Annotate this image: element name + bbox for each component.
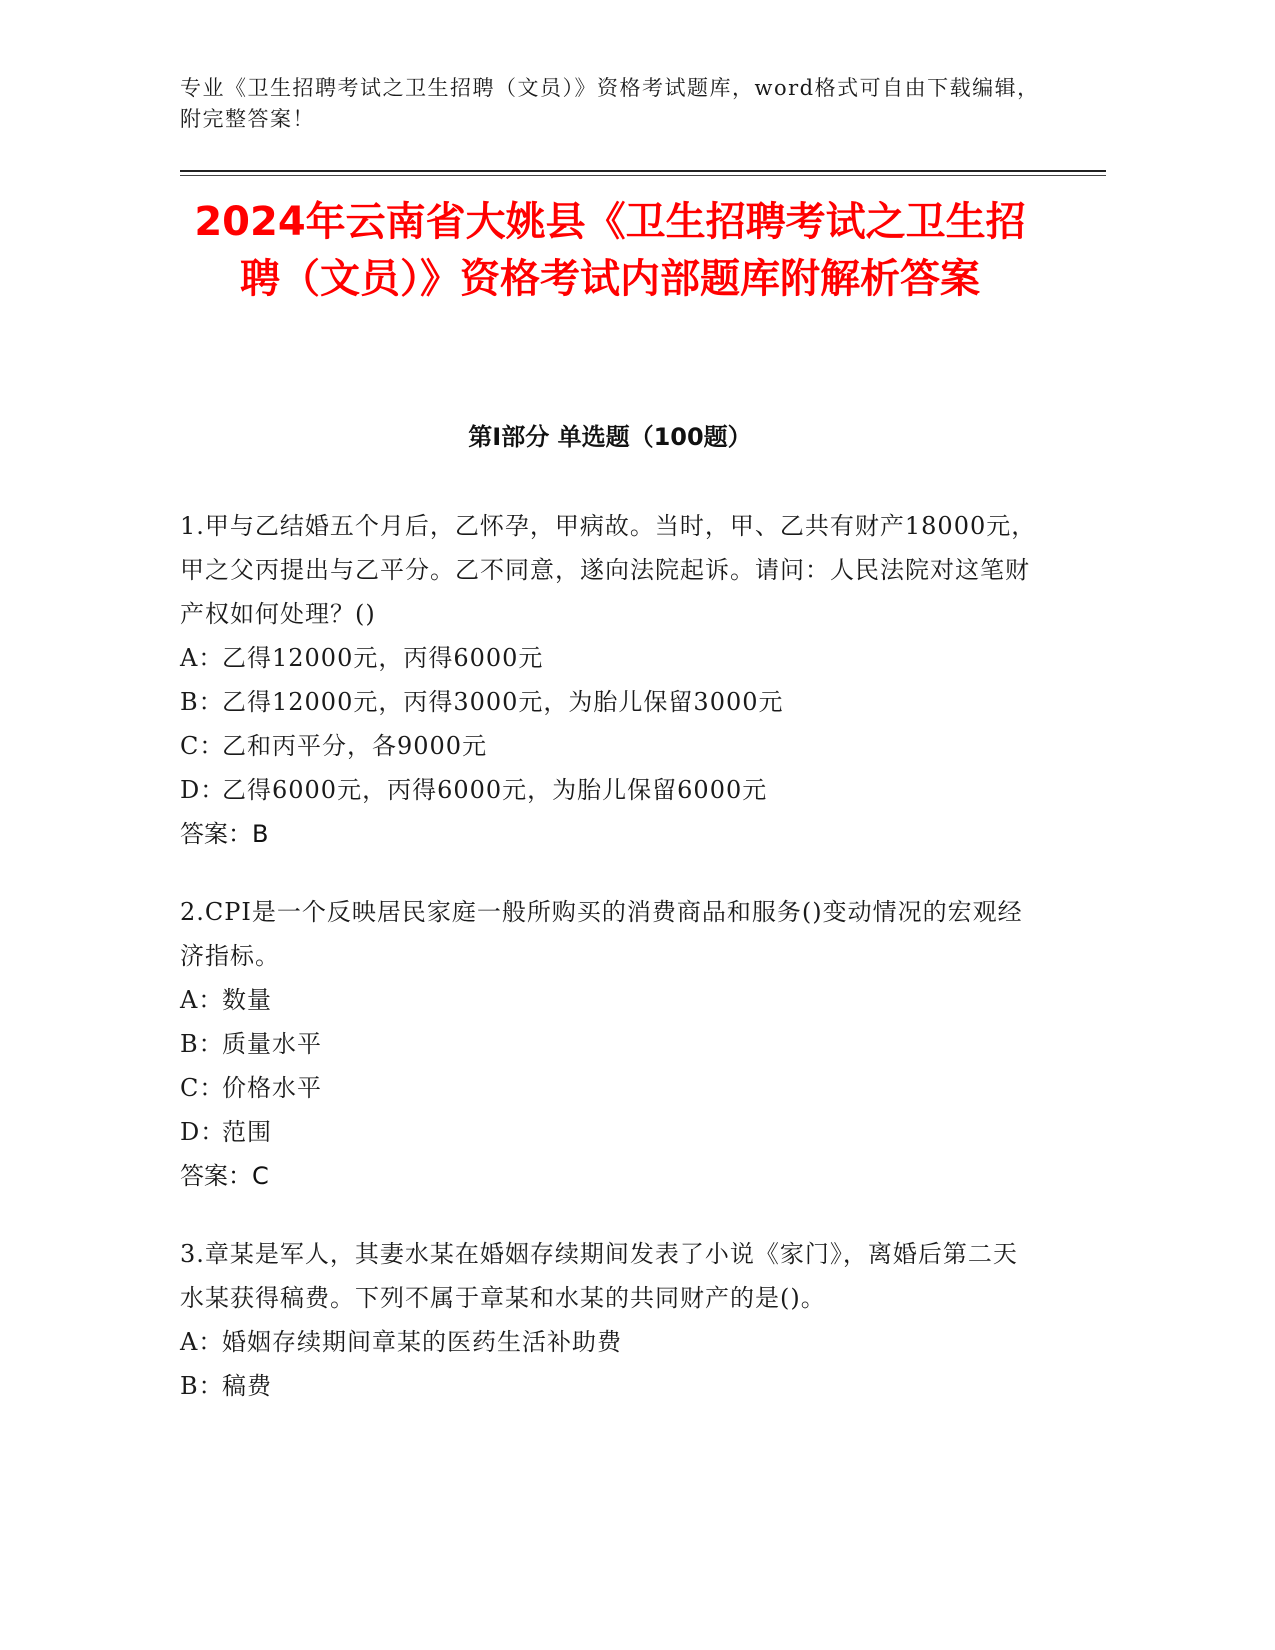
option-c	[180, 724, 1040, 768]
option-key: A：	[180, 1328, 224, 1356]
option-b	[180, 1022, 1040, 1066]
option-a	[180, 1320, 1040, 1364]
option-key: B：	[180, 688, 224, 716]
question-2	[180, 890, 1040, 1198]
option-key: A：	[180, 986, 224, 1014]
option-text: 乙得12000元，丙得3000元，为胎儿保留3000元	[222, 688, 784, 716]
option-a	[180, 978, 1040, 1022]
option-key: D：	[180, 776, 226, 804]
option-d	[180, 768, 1040, 812]
option-text: 稿费	[222, 1372, 272, 1400]
question-3	[180, 1232, 1040, 1408]
question-stem: 1.甲与乙结婚五个月后，乙怀孕，甲病故。当时，甲、乙共有财产18000元，甲之父丙提出与乙平分。乙不同意，遂向法院起诉。请问：人民法院对这笔财产权如何处理？()	[180, 512, 1037, 628]
header-note: 专业《卫生招聘考试之卫生招聘（文员）》资格考试题库，word格式可自由下载编辑，附完整答案！	[180, 76, 1040, 131]
option-text: 婚姻存续期间章某的医药生活补助费	[222, 1328, 622, 1356]
option-b	[180, 680, 1040, 724]
option-key: C：	[180, 1074, 225, 1102]
option-key: B：	[180, 1030, 224, 1058]
answer-line: 答案：C	[180, 1162, 269, 1190]
option-text: 乙和丙平分，各9000元	[222, 732, 488, 760]
option-text: 乙得12000元，丙得6000元	[222, 644, 544, 672]
question-stem: 3.章某是军人，其妻水某在婚姻存续期间发表了小说《家门》，离婚后第二天水某获得稿费。下列不属于章某和水某的共同财产的是()。	[180, 1240, 1018, 1312]
option-text: 价格水平	[222, 1074, 322, 1102]
answer-line: 答案：B	[180, 820, 269, 848]
option-key: C：	[180, 732, 225, 760]
option-text: 数量	[222, 986, 272, 1014]
option-a	[180, 636, 1040, 680]
section-heading: 第Ⅰ部分 单选题（100题）	[468, 423, 752, 451]
option-d	[180, 1110, 1040, 1154]
question-1	[180, 504, 1040, 856]
question-stem: 2.CPI是一个反映居民家庭一般所购买的消费商品和服务()变动情况的宏观经济指标。	[180, 898, 1023, 970]
document-title: 2024年云南省大姚县《卫生招聘考试之卫生招聘（文员）》资格考试内部题库附解析答案	[194, 199, 1026, 302]
option-text: 范围	[222, 1118, 272, 1146]
option-key: D：	[180, 1118, 226, 1146]
option-key: B：	[180, 1372, 224, 1400]
question-list	[180, 504, 1040, 1442]
option-b	[180, 1364, 1040, 1408]
option-key: A：	[180, 644, 224, 672]
header-divider-thin	[180, 175, 1106, 176]
option-text: 乙得6000元，丙得6000元，为胎儿保留6000元	[222, 776, 768, 804]
option-c	[180, 1066, 1040, 1110]
header-divider-thick	[180, 170, 1106, 172]
option-text: 质量水平	[222, 1030, 322, 1058]
